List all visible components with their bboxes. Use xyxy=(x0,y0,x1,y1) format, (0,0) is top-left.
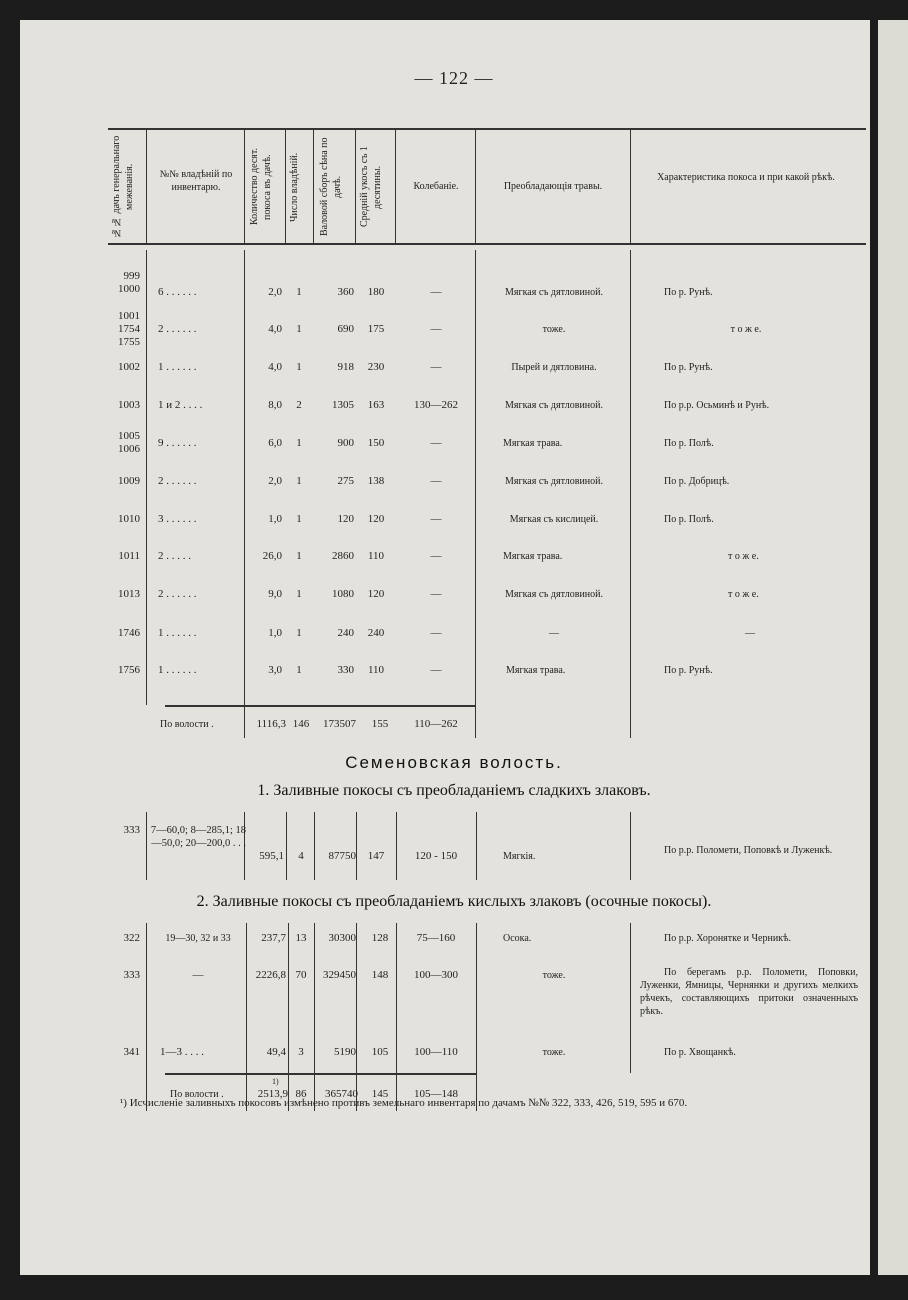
total-gross-hay: 365740 xyxy=(325,1088,358,1100)
fluct: — xyxy=(430,286,442,298)
vrule xyxy=(355,130,356,245)
book-page xyxy=(20,20,870,1275)
fluct: — xyxy=(430,323,442,335)
area: 237,7 xyxy=(261,932,286,944)
vrule xyxy=(630,923,631,1073)
vrule xyxy=(396,812,397,880)
fluct: — xyxy=(430,588,442,600)
vrule xyxy=(286,812,287,880)
vrule xyxy=(396,923,397,1111)
total-rule xyxy=(165,705,475,707)
grasses: Мягкая съ дятловиной. xyxy=(504,589,604,600)
header-area: Количество десят. покоса въ дачѣ. xyxy=(249,148,273,226)
fluct: 100—110 xyxy=(414,1046,458,1058)
characteristic: По р. Рунѣ. xyxy=(664,665,713,676)
avg-yield: 128 xyxy=(371,932,389,944)
subsection-title-2: 2. Заливные покосы съ преобладаніемъ кислыхъ злаковъ (осочные покосы). xyxy=(196,893,712,910)
vrule xyxy=(476,812,477,880)
grasses: тоже. xyxy=(542,970,566,981)
characteristic: т о ж е. xyxy=(728,589,759,600)
next-page-edge xyxy=(878,20,908,1275)
owners: 3 xyxy=(298,1046,304,1058)
dacha-no: 1003 xyxy=(118,399,140,411)
header-characteristic: Характеристика покоса и при какой рѣкѣ. xyxy=(657,172,835,183)
characteristic: т о ж е. xyxy=(730,324,762,335)
avg-yield: 110 xyxy=(367,664,385,676)
owners: 1 xyxy=(296,286,302,298)
avg-yield: 180 xyxy=(367,286,385,298)
holding-no: 9 . . . . . . xyxy=(158,437,197,449)
holding-no: 2 . . . . . . xyxy=(158,323,197,335)
owners: 70 xyxy=(295,969,307,981)
vrule xyxy=(314,812,315,880)
gross-hay: 275 xyxy=(337,475,354,487)
dacha-no: 333 xyxy=(123,969,140,981)
vrule xyxy=(146,250,147,705)
fluct: — xyxy=(430,664,442,676)
owners: 13 xyxy=(295,932,307,944)
avg-yield: 150 xyxy=(367,437,385,449)
total-area: 2513,9 xyxy=(257,1088,288,1100)
dacha-no: 341 xyxy=(123,1046,140,1058)
holding-no: 19—30, 32 и 33 xyxy=(165,933,231,944)
owners: 1 xyxy=(296,664,302,676)
holding-no: 7—60,0; 8—285,1; 18—50,0; 20—200,0 . . . xyxy=(150,825,246,849)
characteristic: По р. Хвощанкѣ. xyxy=(664,1047,736,1058)
total-fluct: 110—262 xyxy=(414,718,458,730)
header-fluct: Колебаніе. xyxy=(413,181,459,192)
characteristic: По р.р. Поломети, Поповкѣ и Луженкѣ. xyxy=(664,845,833,856)
fluct: — xyxy=(430,437,442,449)
footnote: ¹) Исчисленіе заливныхъ покосовъ измѣнено противъ земельнаго инвентаря по дачамъ №№ 322, 333, 426, 519, 595 и 670. xyxy=(120,1097,688,1109)
dacha-no: 333 xyxy=(123,824,140,836)
characteristic: — xyxy=(745,628,755,639)
characteristic: т о ж е. xyxy=(728,551,759,562)
owners: 1 xyxy=(296,627,302,639)
gross-hay: 360 xyxy=(337,286,354,298)
total-area: 1116,3 xyxy=(256,718,286,730)
fluct: — xyxy=(430,550,442,562)
area: 595,1 xyxy=(259,850,284,862)
grasses: Пырей и дятловина. xyxy=(511,362,597,373)
grasses: Мягкая съ дятловиной. xyxy=(504,476,604,487)
vrule xyxy=(395,130,396,245)
owners: 1 xyxy=(296,361,302,373)
characteristic: По р. Полѣ. xyxy=(664,514,714,525)
area: 3,0 xyxy=(268,664,282,676)
fluct: 130—262 xyxy=(414,399,458,411)
gross-hay: 329450 xyxy=(323,969,356,981)
grasses: Мягкая трава. xyxy=(503,551,563,562)
dacha-no: 322 xyxy=(123,932,140,944)
gross-hay: 120 xyxy=(337,513,354,525)
total-owners: 146 xyxy=(292,718,310,730)
holding-no: 1—3 . . . . xyxy=(160,1046,204,1058)
holding-no: — xyxy=(192,969,204,981)
dacha-no: 1746 xyxy=(118,627,140,639)
vrule xyxy=(314,923,315,1111)
area: 4,0 xyxy=(268,323,282,335)
grasses: тоже. xyxy=(542,1047,566,1058)
gross-hay: 690 xyxy=(337,323,354,335)
holding-no: 6 . . . . . . xyxy=(158,286,197,298)
total-rule xyxy=(165,1073,476,1075)
holding-no: 1 . . . . . . xyxy=(158,664,197,676)
avg-yield: 148 xyxy=(371,969,389,981)
fluct: 120 - 150 xyxy=(414,850,458,862)
vrule xyxy=(244,130,245,245)
gross-hay: 1305 xyxy=(332,399,354,411)
dacha-no: 1001 1754 1755 xyxy=(118,310,140,348)
total-avg-yield: 145 xyxy=(371,1088,389,1100)
characteristic: По р. Добрицѣ. xyxy=(664,476,730,487)
dacha-no: 1013 xyxy=(118,588,140,600)
header-avg-yield: Средній укосъ съ 1 десятины. xyxy=(359,146,383,228)
subsection-title-1: 1. Заливные покосы съ преобладаніемъ сладкихъ злаковъ. xyxy=(257,782,651,799)
dacha-no: 1002 xyxy=(118,361,140,373)
avg-yield: 138 xyxy=(367,475,385,487)
area: 9,0 xyxy=(268,588,282,600)
area: 2,0 xyxy=(268,286,282,298)
total-fluct: 105—148 xyxy=(414,1088,458,1100)
gross-hay: 2860 xyxy=(332,550,354,562)
holding-no: 1 . . . . . . xyxy=(158,627,197,639)
owners: 1 xyxy=(296,475,302,487)
gross-hay: 1080 xyxy=(332,588,354,600)
owners: 4 xyxy=(298,850,304,862)
holding-no: 2 . . . . . . xyxy=(158,588,197,600)
characteristic: По р.р. Хоронятке и Черникѣ. xyxy=(664,933,791,944)
owners: 1 xyxy=(296,588,302,600)
total-label: По волости . xyxy=(170,1089,224,1100)
avg-yield: 110 xyxy=(367,550,385,562)
avg-yield: 120 xyxy=(367,588,385,600)
avg-yield: 230 xyxy=(367,361,385,373)
holding-no: 2 . . . . . . xyxy=(158,475,197,487)
dacha-no: 999 1000 xyxy=(118,270,140,295)
characteristic: По р. Рунѣ. xyxy=(664,287,713,298)
fluct: — xyxy=(430,361,442,373)
area: 1,0 xyxy=(268,627,282,639)
holding-no: 1 и 2 . . . . xyxy=(158,399,203,411)
vrule xyxy=(313,130,314,245)
area: 2226,8 xyxy=(255,969,286,981)
grasses: Мягкая съ дятловиной. xyxy=(504,287,604,298)
fluct: — xyxy=(430,475,442,487)
characteristic: По р. Рунѣ. xyxy=(664,362,713,373)
vrule xyxy=(356,812,357,880)
page-number: — 122 — xyxy=(414,68,494,88)
gross-hay: 240 xyxy=(337,627,354,639)
vrule xyxy=(630,130,631,245)
vrule xyxy=(475,130,476,245)
grasses: Мягкая съ кислицей. xyxy=(509,514,599,525)
total-owners: 86 xyxy=(295,1088,307,1100)
header-grasses: Преобладающія травы. xyxy=(503,181,603,192)
total-gross-hay: 173507 xyxy=(323,718,356,730)
grasses: тоже. xyxy=(542,324,566,335)
holding-no: 2 . . . . . xyxy=(158,550,191,562)
vrule xyxy=(285,130,286,245)
gross-hay: 5190 xyxy=(334,1046,356,1058)
area: 8,0 xyxy=(268,399,282,411)
header-bottom-rule xyxy=(108,243,866,245)
total-avg-yield: 155 xyxy=(371,718,389,730)
owners: 1 xyxy=(296,550,302,562)
header-gross-hay: Валовой сборъ сѣна по дачѣ. xyxy=(319,137,343,237)
area: 49,4 xyxy=(266,1046,286,1058)
characteristic: По р. Полѣ. xyxy=(664,438,714,449)
grasses: — xyxy=(549,628,559,639)
gross-hay: 30300 xyxy=(328,932,356,944)
section-title: Семеновская волость. xyxy=(345,753,563,772)
vrule xyxy=(246,923,247,1111)
table-top-rule xyxy=(108,128,866,130)
header-holding-no: №№ владѣній по инвентарю. xyxy=(159,169,233,193)
area: 1,0 xyxy=(268,513,282,525)
dacha-no: 1010 xyxy=(118,513,140,525)
characteristic: По берегамъ р.р. Поломети, Поповки, Луженки, Ямницы, Чернянки и другихъ мелкихъ рѣчекъ, составляющихъ притоки означенныхъ рѣкъ. xyxy=(640,967,858,1017)
vrule xyxy=(146,923,147,1111)
vrule xyxy=(475,250,476,738)
owners: 1 xyxy=(296,437,302,449)
grasses: Осока. xyxy=(503,933,532,944)
grasses: Мягкая трава. xyxy=(506,665,566,676)
owners: 1 xyxy=(296,513,302,525)
area: 4,0 xyxy=(268,361,282,373)
dacha-no: 1756 xyxy=(118,664,140,676)
dacha-no: 1011 xyxy=(118,550,140,562)
avg-yield: 120 xyxy=(367,513,385,525)
holding-no: 3 . . . . . . xyxy=(158,513,197,525)
gross-hay: 900 xyxy=(337,437,354,449)
vrule xyxy=(630,812,631,880)
total-label: По волости . xyxy=(160,719,214,730)
fluct: 100—300 xyxy=(414,969,458,981)
fluct: 75—160 xyxy=(416,932,456,944)
gross-hay: 918 xyxy=(337,361,354,373)
vrule xyxy=(244,250,245,738)
avg-yield: 240 xyxy=(367,627,385,639)
grasses: Мягкія. xyxy=(503,851,536,862)
vrule xyxy=(288,923,289,1111)
gross-hay: 87750 xyxy=(328,850,356,862)
vrule xyxy=(146,812,147,880)
dacha-no: 1009 xyxy=(118,475,140,487)
dacha-no: 1005 1006 xyxy=(118,430,140,455)
area: 26,0 xyxy=(262,550,282,562)
grasses: Мягкая трава. xyxy=(503,438,563,449)
vrule xyxy=(630,250,631,738)
fluct: — xyxy=(430,627,442,639)
header-owners: Число владѣній. xyxy=(289,152,300,222)
holding-no: 1 . . . . . . xyxy=(158,361,197,373)
gross-hay: 330 xyxy=(337,664,354,676)
footnote-marker: 1) xyxy=(272,1077,279,1086)
area: 6,0 xyxy=(268,437,282,449)
avg-yield: 163 xyxy=(367,399,385,411)
vrule xyxy=(356,923,357,1111)
vrule xyxy=(476,923,477,1111)
header-dacha-no: №№ дачъ генеральнаго межеванія. xyxy=(111,135,135,239)
fluct: — xyxy=(430,513,442,525)
characteristic: По р.р. Осьминѣ и Рунѣ. xyxy=(664,400,770,411)
vrule xyxy=(146,130,147,245)
avg-yield: 105 xyxy=(371,1046,389,1058)
owners: 2 xyxy=(296,399,302,411)
avg-yield: 175 xyxy=(367,323,385,335)
grasses: Мягкая съ дятловиной. xyxy=(504,400,604,411)
area: 2,0 xyxy=(268,475,282,487)
owners: 1 xyxy=(296,323,302,335)
avg-yield: 147 xyxy=(367,850,385,862)
